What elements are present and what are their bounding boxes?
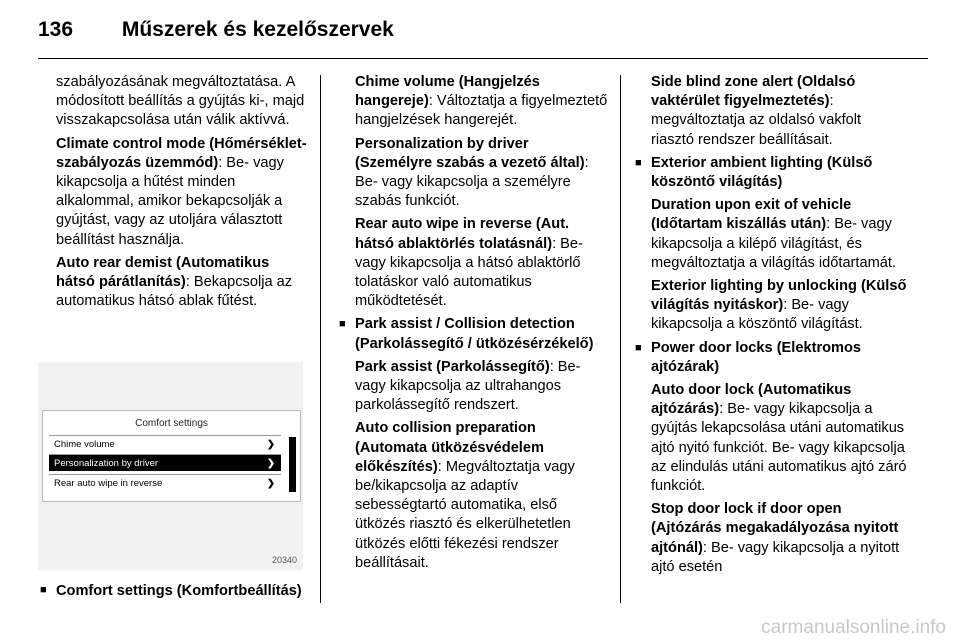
personalization-title: Personalization by driver (Személyre szabás a vezető által) — [355, 135, 585, 171]
menu-row-personalization — [49, 454, 281, 471]
comfort-settings-bullet: ■ Comfort settings (Komfortbeállítás) — [56, 583, 302, 599]
menu-row-label: Personalization by driver — [54, 458, 159, 469]
menu-row-label: Rear auto wipe in reverse — [54, 478, 163, 489]
display-screen — [42, 410, 301, 502]
unlock-lighting-text: : Be- vagy kikapcsolja a köszöntő világítást. — [651, 297, 863, 333]
exit-duration-title: Duration upon exit of vehicle (Időtartam kiszállás után) — [651, 197, 852, 233]
blind-zone-title: Side blind zone alert (Oldalsó vaktérület figyelmeztetés) — [651, 74, 856, 110]
scrollbar — [289, 437, 296, 492]
watermark: carmanualsonline.info — [761, 617, 946, 638]
park-assist-entry — [355, 358, 608, 416]
figure-number: 20340 — [271, 555, 297, 565]
rear-wipe-entry — [355, 215, 608, 311]
page-title: Műszerek és kezelőszervek — [121, 18, 394, 41]
stop-lock-entry — [651, 500, 907, 577]
menu-row-rear-wipe — [49, 474, 281, 491]
screen-title: Comfort settings — [135, 418, 208, 429]
climate-control-entry — [56, 135, 308, 250]
stop-lock-title: Stop door lock if door open (Ajtózárás megakadályozása nyitott ajtónál) — [651, 501, 899, 556]
column-2 — [355, 73, 608, 577]
exit-duration-entry — [651, 196, 907, 273]
chime-volume-entry — [355, 73, 608, 131]
collision-prep-text: : Megváltoztatja vagy be/kikapcsolja az adaptív sebességtartó automatika, első ütközés riasztó és elkerülhetetlen ütközés előtti fékezési rendszer beállításait. — [355, 458, 575, 571]
column-divider — [320, 75, 321, 603]
blind-zone-text: : megváltoztatja az oldalsó vakfolt riasztó rendszer beállításait. — [651, 93, 862, 148]
chime-volume-text: : Változtatja a figyelmeztető hangjelzések hangerejét. — [355, 93, 608, 129]
auto-demist-text: : Bekapcsolja az automatikus hátsó ablak fűtést. — [56, 274, 293, 310]
park-assist-text: : Be- vagy kikapcsolja az ultrahangos parkolássegítő rendszert. — [355, 358, 581, 414]
personalization-text: : Be- vagy kikapcsolja a személyre szabás funkciót. — [355, 154, 589, 210]
page-number: 136 — [38, 18, 74, 41]
collision-prep-entry — [355, 419, 608, 573]
exit-duration-text: : Be- vagy kikapcsolja a kilépő világítást, és megváltoztatja a világítás időtartamát. — [651, 216, 896, 271]
chevron-right-icon: ❯ — [267, 439, 275, 450]
collision-prep-title: Auto collision preparation (Automata ütközésvédelem előkészítés) — [355, 420, 544, 475]
unlock-lighting-title: Exterior lighting by unlocking (Külső világítás nyitáskor) — [651, 278, 907, 314]
blind-zone-entry — [651, 73, 907, 150]
column-divider — [620, 75, 621, 603]
rear-wipe-text: : Be- vagy kikapcsolja a hátsó ablaktörlő tolatáskor való automatikus működtetését. — [355, 235, 583, 310]
climate-control-text: : Be- vagy kikapcsolja a hűtést minden alkalommal, amikor bekapcsolják a gyújtást, vagy az utoljára választott beállítást használja. — [56, 154, 284, 248]
auto-lock-entry — [651, 381, 907, 496]
rear-wipe-title: Rear auto wipe in reverse (Aut. hátsó ablaktörlés tolatásnál) — [355, 216, 570, 252]
header-divider — [38, 58, 928, 59]
auto-demist-entry — [56, 254, 308, 312]
park-assist-bullet: ■ Park assist / Collision detection (Parkolássegítő / ütközésérzékelő) — [355, 315, 608, 353]
column-3 — [651, 73, 907, 581]
chevron-right-icon: ❯ — [267, 458, 275, 469]
auto-demist-title: Auto rear demist (Automatikus hátsó párátlanítás) — [56, 254, 270, 291]
menu-row-chime-volume — [49, 435, 281, 452]
auto-lock-text: : Be- vagy kikapcsolja a gyújtás lekapcsolása utáni automatikus ajtó nyitó funkciót. Be- vagy kikapcsolja az elindulás utáni automatikus ajtó záró funkciót. — [651, 401, 907, 495]
column-1 — [56, 73, 308, 315]
menu-row-label: Chime volume — [54, 439, 115, 450]
park-assist-title: Park assist (Parkolássegítő) — [355, 358, 550, 375]
comfort-settings-figure — [38, 362, 303, 570]
power-locks-bullet: ■ Power door locks (Elektromos ajtózárak) — [651, 339, 907, 377]
page-header — [38, 18, 394, 42]
ambient-lighting-bullet: ■ Exterior ambient lighting (Külső köszöntő világítás) — [651, 154, 907, 192]
personalization-entry — [355, 135, 608, 212]
stop-lock-text: : Be- vagy kikapcsolja a nyitott ajtó esetén — [651, 539, 900, 575]
auto-lock-title: Auto door lock (Automatikus ajtózárás) — [651, 382, 852, 418]
climate-control-title: Climate control mode (Hőmérséklet-szabályozás üzemmód) — [56, 135, 307, 171]
intro-paragraph: szabályozásának megváltoztatása. A módosított beállítás a gyújtás ki-, majd visszakapcsolása után válik aktívvá. — [56, 74, 305, 129]
chevron-right-icon: ❯ — [267, 478, 275, 489]
unlock-lighting-entry — [651, 277, 907, 335]
chime-volume-title: Chime volume (Hangjelzés hangereje) — [355, 74, 540, 110]
